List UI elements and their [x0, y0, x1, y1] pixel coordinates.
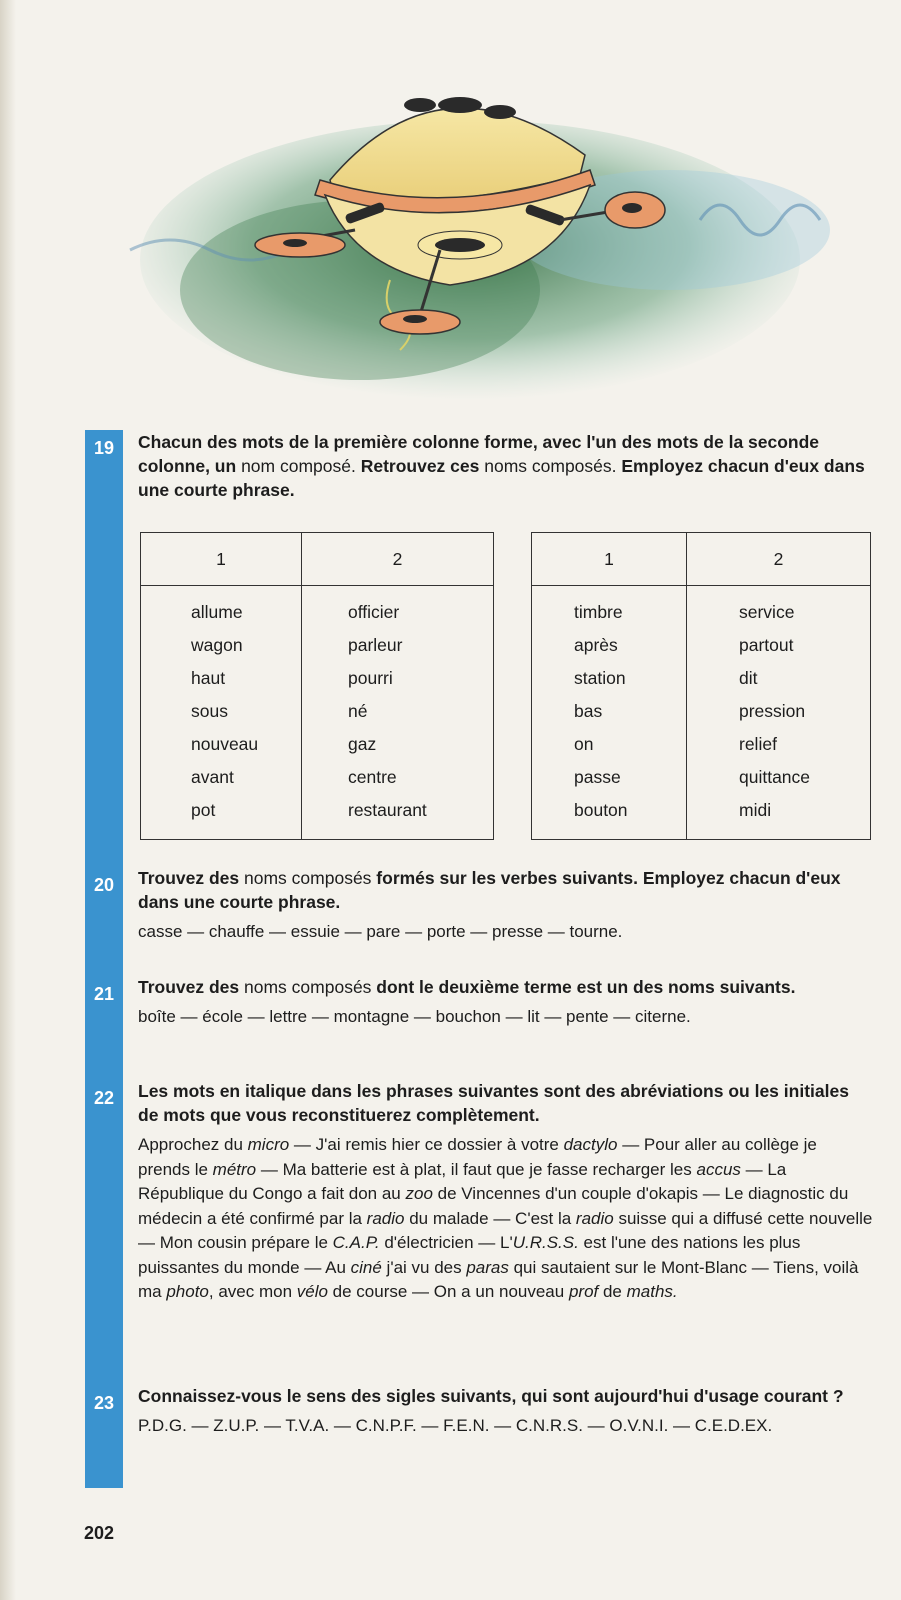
page-edge — [0, 0, 16, 1600]
instruction-part: noms composés — [239, 977, 377, 997]
word: bouton — [574, 800, 628, 820]
exercise-19-instruction — [138, 430, 873, 502]
sentence-text: qui sautaient sur le Mont-Blanc — Tiens, voilà ma — [138, 1257, 859, 1301]
word: parleur — [348, 635, 403, 655]
sentence-text: — Ma batterie est à plat, il faut que je fasse recharger les — [256, 1159, 697, 1179]
italic-abbreviation: U.R.S.S. — [512, 1233, 579, 1252]
instruction-part: dont le deuxième terme est un des noms suivants. — [376, 977, 796, 997]
italic-abbreviation: photo — [166, 1282, 209, 1301]
italic-abbreviation: radio — [575, 1208, 614, 1228]
sentence-text: est l'une des nations les plus puissantes du monde — Au — [138, 1233, 801, 1277]
sentence-text: j'ai vu des — [381, 1257, 467, 1277]
exercise-20-words: casse — chauffe — essuie — pare — porte — presse — tourne. — [138, 922, 623, 941]
sentence-text: de — [598, 1282, 627, 1301]
word: service — [739, 602, 795, 622]
word: station — [574, 668, 626, 688]
word: midi — [739, 800, 772, 820]
word: wagon — [191, 635, 243, 655]
sentence-text: Approchez du — [138, 1135, 248, 1154]
word-table-left — [140, 532, 494, 840]
instruction-part: Retrouvez ces — [360, 456, 480, 476]
exercise-19 — [138, 430, 873, 502]
exercise-20-instruction — [138, 866, 873, 914]
sentence-text: , avec mon — [208, 1282, 297, 1301]
word: pourri — [348, 668, 393, 688]
table-header: 1 — [532, 533, 687, 586]
exercise-21 — [138, 975, 873, 1030]
table-column-2 — [302, 586, 494, 840]
exercise-number-21: 21 — [93, 984, 115, 1004]
word: officier — [348, 602, 400, 622]
exercise-23-acronyms: P.D.G. — Z.U.P. — T.V.A. — C.N.P.F. — F.E.N. — C.N.R.S. — O.V.N.I. — C.E.D.EX. — [138, 1416, 773, 1435]
exercise-22 — [138, 1079, 873, 1305]
word: sous — [191, 701, 228, 721]
exercise-22-sentences — [138, 1133, 873, 1305]
instruction-part: nom composé. — [236, 456, 361, 476]
word: né — [348, 701, 368, 721]
table-column-1 — [141, 586, 302, 840]
word: haut — [191, 668, 226, 688]
exercise-23 — [138, 1384, 873, 1439]
italic-abbreviation: prof — [568, 1282, 599, 1301]
instruction-part: Trouvez des — [138, 868, 240, 888]
word: restaurant — [348, 800, 427, 820]
sentence-text: — La République du Congo a fait don au — [138, 1159, 787, 1203]
sentence-text: — J'ai remis hier ce dossier à votre — [289, 1135, 564, 1154]
italic-abbreviation: dactylo — [563, 1135, 618, 1154]
exercise-22-instruction: Les mots en italique dans les phrases suivantes sont des abréviations ou les initiales de mots que vous reconstituerez complètement. — [138, 1081, 849, 1125]
word: nouveau — [191, 734, 259, 754]
word: centre — [348, 767, 397, 787]
word: avant — [191, 767, 234, 787]
word: dit — [739, 668, 758, 688]
flying-saucer-illustration — [110, 60, 880, 430]
table-column-1 — [532, 586, 687, 840]
exercise-number-23: 23 — [93, 1393, 115, 1413]
word: allume — [191, 602, 243, 622]
word: partout — [739, 635, 794, 655]
table-column-2 — [687, 586, 871, 840]
italic-abbreviation: maths. — [626, 1282, 678, 1301]
italic-abbreviation: métro — [212, 1159, 257, 1179]
instruction-part: Trouvez des — [138, 977, 240, 997]
sentence-text: suisse qui a diffusé cette nouvelle — Mon cousin prépare le — [138, 1208, 873, 1252]
exercise-margin-bar — [85, 430, 123, 1488]
sentence-text: d'électricien — L' — [379, 1233, 513, 1252]
exercise-number-19: 19 — [93, 438, 115, 458]
word: passe — [574, 767, 621, 787]
page-number: 202 — [84, 1523, 115, 1543]
word: timbre — [574, 602, 623, 622]
exercise-23-instruction: Connaissez-vous le sens des sigles suivants, qui sont aujourd'hui d'usage courant ? — [138, 1386, 844, 1406]
sentence-text: de course — On a un nouveau — [327, 1282, 569, 1301]
instruction-part: Chacun des mots de la première colonne forme, avec l'un des mots de la seconde colonne, un — [138, 432, 820, 476]
instruction-part: Employez chacun d'eux dans une courte phrase. — [138, 456, 865, 500]
italic-abbreviation: C.A.P. — [332, 1233, 380, 1252]
word: pression — [739, 701, 806, 721]
italic-abbreviation: radio — [366, 1208, 405, 1228]
table-header: 2 — [687, 533, 871, 586]
italic-abbreviation: paras — [466, 1257, 509, 1277]
word: relief — [739, 734, 777, 754]
word: quittance — [739, 767, 811, 787]
exercise-20 — [138, 866, 873, 945]
exercise-number-22: 22 — [93, 1088, 115, 1108]
table-header: 1 — [141, 533, 302, 586]
italic-abbreviation: accus — [696, 1159, 741, 1179]
exercise-21-words: boîte — école — lettre — montagne — bouchon — lit — pente — citerne. — [138, 1007, 691, 1026]
sentence-text: — Pour aller au collège je prends le — [138, 1135, 817, 1179]
instruction-part: noms composés. — [479, 456, 622, 476]
instruction-part: formés sur les verbes suivants. Employez chacun d'eux dans une courte phrase. — [138, 868, 841, 912]
sentence-text: du malade — C'est la — [404, 1208, 576, 1228]
italic-abbreviation: micro — [247, 1135, 290, 1154]
italic-abbreviation: ciné — [350, 1257, 382, 1277]
exercise-number-20: 20 — [93, 875, 115, 895]
instruction-part: noms composés — [239, 868, 377, 888]
word: on — [574, 734, 594, 754]
word: gaz — [348, 734, 377, 754]
word-table-right — [531, 532, 871, 840]
word: pot — [191, 800, 216, 820]
italic-abbreviation: zoo — [405, 1184, 433, 1203]
italic-abbreviation: vélo — [296, 1282, 328, 1301]
word: bas — [574, 701, 603, 721]
table-header: 2 — [302, 533, 494, 586]
exercise-21-instruction — [138, 975, 873, 999]
sentence-text: de Vincennes d'un couple d'okapis — Le diagnostic du médecin a été confirmé par la — [138, 1184, 849, 1228]
word: après — [574, 635, 618, 655]
